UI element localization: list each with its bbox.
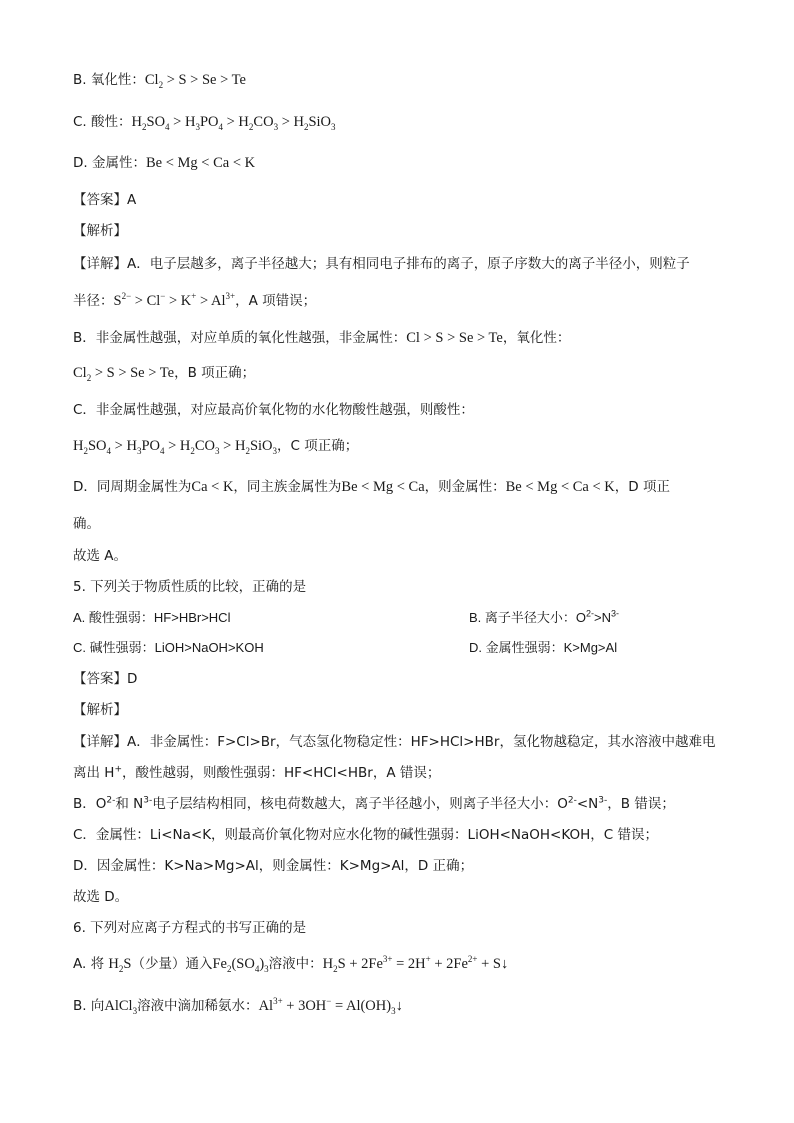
q4-option-b: B. 氧化性：$Cl_2 > S > Se > Te$: [73, 72, 246, 90]
q5-detail-d: D．因金属性：K>Na>Mg>Al，则金属性：K>Mg>Al，D 正确；: [73, 858, 474, 874]
q6-option-b: B. 向AlCl$_3$溶液中滴加稀氨水：$Al^{3+} + 3OH^-$ = $Al(OH)_3↓$: [73, 996, 403, 1016]
q6-option-a: A. 将 $H_2S$（少量）通入$Fe_2(SO_4)_3$溶液中：$H_2S + 2Fe^{3+} = 2H^+ + 2Fe^{2+}$ + S↓: [73, 954, 509, 974]
q5-detail-b: B．$O^{2-}$和 $N^{3-}$电子层结构相同，核电荷数越大，离子半径越小，则离子半径大小：$O^{2-}<N^{3-}$，B 错误；: [73, 795, 675, 812]
q4-detail-a-line1: 【详解】A．电子层越多，离子半径越大；具有相同电子排布的离子，原子序数大的离子半径小，则粒子: [73, 256, 690, 272]
q5-options-row1: [73, 608, 734, 628]
q4-analysis-tag: 【解析】: [73, 223, 127, 239]
answer-value: A: [127, 192, 137, 208]
q5-option-b: B. 离子半径大小：$O^{2-}>N^{3-}$: [469, 608, 620, 625]
q5-conclusion: 故选 D。: [73, 889, 129, 905]
q4-detail-c-line2: $H_2SO_4 > H_3PO_4 > H_2CO_3 > H_2SiO_3$，C 项正确；: [73, 438, 359, 456]
q4-option-c: C. 酸性：$H_2SO_4 > H_3PO_4 > H_2CO_3 > H_2SiO_3$: [73, 114, 336, 132]
q5-detail-a-line1: 【详解】A．非金属性：F>Cl>Br，气态氢化物稳定性：HF>HCl>HBr，氢化物越稳定，其水溶液中越难电: [73, 734, 716, 750]
q6-option-b-equation: $Al^{3+} + 3OH^-$ = $Al(OH)_3↓$: [258, 996, 403, 1016]
answer-value: D: [127, 671, 138, 687]
q4-detail-c-line1: C．非金属性越强，对应最高价氧化物的水化物酸性越强，则酸性：: [73, 402, 474, 418]
q4-detail-d-line2: 确。: [73, 516, 100, 532]
q6-stem: 6. 下列对应离子方程式的书写正确的是: [73, 920, 307, 936]
q4-option-c-formula: $H_2SO_4 > H_3PO_4 > H_2CO_3 > H_2SiO_3$: [131, 114, 336, 132]
q5-option-c: C. 碱性强弱：LiOH>NaOH>KOH: [73, 640, 264, 655]
q4-detail-a-line2: 半径：$S^{2-} > Cl^- > K^+ > Al^{3+}$，A 项错误；: [73, 291, 317, 309]
q4-answer: [73, 190, 734, 210]
q5-options-row2: [73, 638, 734, 658]
q5-detail-a-line2: 离出 H+，酸性越弱，则酸性强弱：HF<HCl<HBr，A 错误；: [73, 764, 441, 781]
q4-option-d-formula: Be < Mg < Ca < K: [145, 155, 256, 171]
q4-detail-d-line1: D．同周期金属性为Ca < K，同主族金属性为Be < Mg < Ca，则金属性：Be < Mg < Ca < K，D 项正: [73, 479, 670, 495]
q4-option-b-formula: $Cl_2 > S > Se > Te$: [144, 72, 246, 90]
q4-option-d: D. 金属性：Be < Mg < Ca < K: [73, 155, 256, 171]
ion-radius-formula: $S^{2-} > Cl^- > K^+ > Al^{3+}$: [113, 291, 236, 309]
answer-tag: 【答案】: [73, 671, 127, 687]
q5-analysis-tag: 【解析】: [73, 702, 127, 718]
q4-detail-b-line1: B．非金属性越强，对应单质的氧化性越强，非金属性：Cl > S > Se > Te，氧化性：: [73, 330, 571, 346]
q6-option-a-equation: $H_2S + 2Fe^{3+} = 2H^+ + 2Fe^{2+}$ + S↓: [322, 954, 509, 974]
q5-option-d: D. 金属性强弱：K>Mg>Al: [469, 640, 618, 655]
answer-tag: 【答案】: [73, 192, 127, 208]
q4-conclusion: 故选 A。: [73, 548, 128, 564]
q5-answer: [73, 669, 734, 689]
q5-option-a: A. 酸性强弱：HF>HBr>HCl: [73, 610, 231, 625]
q5-stem: 5. 下列关于物质性质的比较，正确的是: [73, 579, 307, 595]
q5-detail-c: C．金属性：Li<Na<K，则最高价氧化物对应水化物的碱性强弱：LiOH<NaOH<KOH，C 错误；: [73, 827, 658, 843]
q4-detail-b-line2: $Cl_2 > S > Se > Te$，B 项正确；: [73, 365, 256, 383]
